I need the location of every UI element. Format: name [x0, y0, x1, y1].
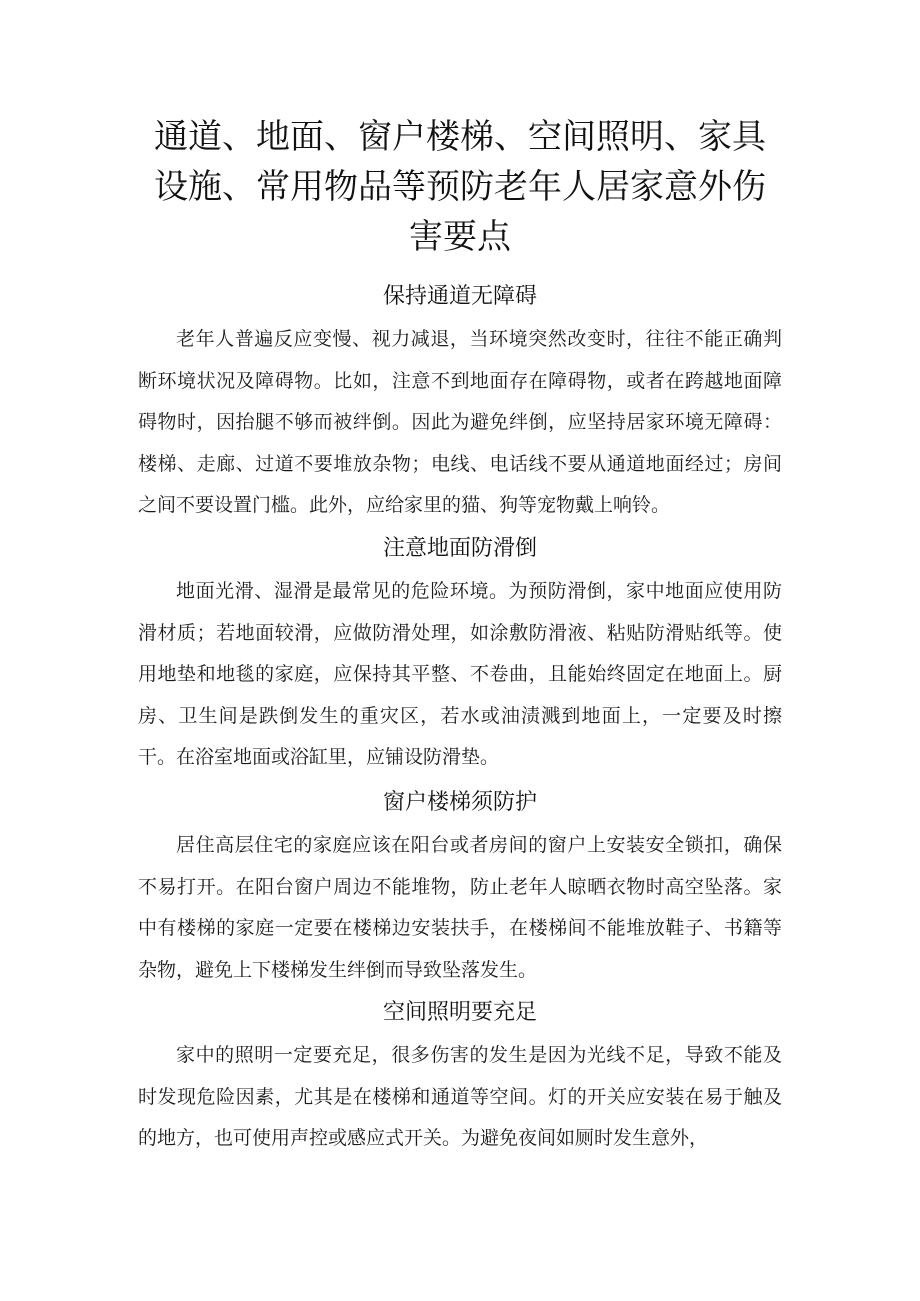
section-anti-slip-floor	[138, 534, 782, 779]
section-heading: 保持通道无障碍	[382, 284, 537, 309]
section-heading: 空间照明要充足	[382, 1000, 537, 1025]
section-window-stair-protection	[138, 788, 782, 991]
document-title: 通道、地面、窗户楼梯、空间照明、家具设施、常用物品等预防老年人居家意外伤害要点	[154, 117, 766, 257]
section-paragraph: 地面光滑、湿滑是最常见的危险环境。为预防滑倒，家中地面应使用防滑材质；若地面较滑，应做防滑处理，如涂敷防滑液、粘贴防滑贴纸等。使用地垫和地毯的家庭，应保持其平整、不卷曲，且能始终固定在地面上。厨房、卫生间是跌倒发生的重灾区，若水或油渍溅到地面上，一定要及时擦干。在浴室地面或浴缸里，应铺设防滑垫。	[138, 580, 782, 768]
section-paragraph: 老年人普遍反应变慢、视力减退，当环境突然改变时，往往不能正确判断环境状况及障碍物。比如，注意不到地面存在障碍物，或者在跨越地面障碍物时，因抬腿不够而被绊倒。因此为避免绊倒，应坚持居家环境无障碍：楼梯、走廊、过道不要堆放杂物；电线、电话线不要从通道地面经过；房间之间不要设置门槛。此外，应给家里的猫、狗等宠物戴上响铃。	[138, 328, 782, 516]
section-paragraph: 家中的照明一定要充足，很多伤害的发生是因为光线不足，导致不能及时发现危险因素，尤其是在楼梯和通道等空间。灯的开关应安装在易于触及的地方，也可使用声控或感应式开关。为避免夜间如厕时发生意外，	[138, 1044, 782, 1149]
section-heading: 注意地面防滑倒	[382, 536, 537, 561]
section-heading: 窗户楼梯须防护	[382, 790, 537, 815]
section-clear-passage	[138, 282, 782, 527]
section-paragraph: 居住高层住宅的家庭应该在阳台或者房间的窗户上安装安全锁扣，确保不易打开。在阳台窗户周边不能堆物，防止老年人晾晒衣物时高空坠落。家中有楼梯的家庭一定要在楼梯边安装扶手，在楼梯间不能堆放鞋子、书籍等杂物，避免上下楼梯发生绊倒而导致坠落发生。	[138, 834, 782, 981]
section-sufficient-lighting	[138, 998, 782, 1160]
